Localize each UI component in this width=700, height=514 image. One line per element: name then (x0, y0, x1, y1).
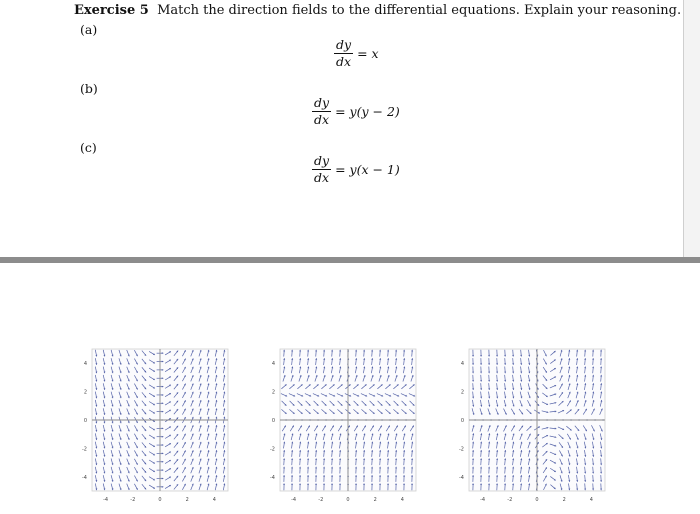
x-tick-label: 0 (346, 497, 350, 503)
x-tick-label: 2 (185, 497, 189, 503)
equation-b-rhs: = y(y − 2) (335, 104, 400, 119)
x-tick-label: 0 (535, 497, 539, 503)
x-tick-label: -4 (480, 497, 486, 503)
y-tick-label: -2 (82, 446, 87, 453)
part-c-label: (c) (80, 140, 97, 155)
y-tick-label: -4 (459, 474, 464, 481)
exercise-instruction: Match the direction fields to the differential equations. Explain your reasoning. (157, 3, 682, 18)
x-tick-label: 2 (373, 497, 377, 503)
part-b-label: (b) (80, 81, 98, 96)
x-tick-label: -2 (130, 497, 136, 503)
y-tick-label: 4 (271, 361, 275, 368)
y-tick-label: 2 (271, 389, 275, 396)
x-tick-label: -2 (507, 497, 513, 503)
x-tick-label: 0 (158, 497, 162, 503)
x-tick-label: 4 (589, 497, 593, 503)
equation-c: $\frac{dy}{dx}$ = y(x − 1) (314, 153, 400, 185)
y-tick-label: -2 (459, 446, 464, 453)
exercise-page (0, 0, 684, 257)
direction-field-1 (74, 343, 234, 511)
y-tick-label: 0 (460, 418, 464, 424)
equation-a: $\frac{dy}{dx}$ = x (336, 37, 379, 69)
y-tick-label: 0 (271, 418, 275, 424)
y-tick-label: 4 (83, 361, 87, 368)
y-tick-label: 2 (83, 389, 87, 396)
part-a-label: (a) (80, 22, 98, 37)
y-tick-label: -4 (82, 474, 87, 481)
direction-field-2 (262, 343, 422, 511)
y-tick-label: -2 (270, 446, 275, 453)
exercise-header (74, 3, 681, 18)
x-tick-label: -4 (291, 497, 297, 503)
page-divider (0, 257, 700, 263)
equation-c-rhs: = y(x − 1) (335, 162, 400, 177)
y-tick-label: -4 (270, 474, 275, 481)
equation-b: $\frac{dy}{dx}$ = y(y − 2) (314, 95, 400, 127)
y-tick-label: 2 (460, 389, 464, 396)
y-tick-label: 0 (83, 418, 87, 424)
y-tick-label: 4 (460, 361, 464, 368)
direction-field-3 (451, 343, 611, 511)
exercise-label: Exercise 5 (74, 3, 149, 18)
equation-a-rhs: = x (357, 46, 379, 61)
x-tick-label: 4 (212, 497, 216, 503)
x-tick-label: 4 (400, 497, 404, 503)
x-tick-label: -2 (318, 497, 324, 503)
x-tick-label: -4 (103, 497, 109, 503)
page-gutter (684, 0, 700, 257)
x-tick-label: 2 (562, 497, 566, 503)
